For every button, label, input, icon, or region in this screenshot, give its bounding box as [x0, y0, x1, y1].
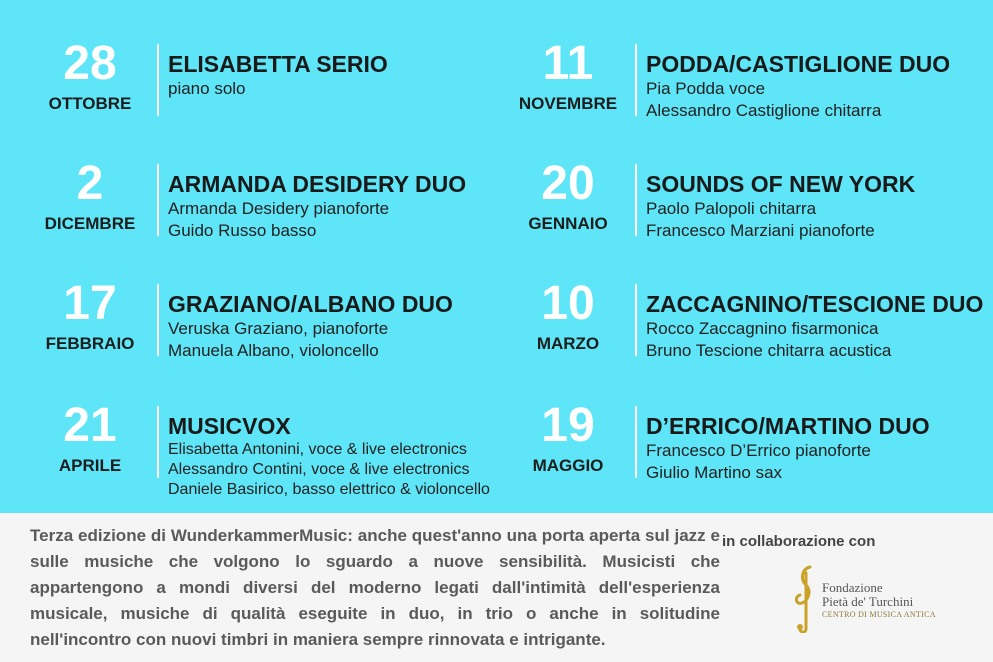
divider	[635, 44, 637, 116]
event-title: MUSICVOX	[168, 413, 291, 439]
event-performer: Alessandro Contini, voce & live electronics	[168, 461, 470, 478]
event-performer: Bruno Tescione chitarra acustica	[646, 341, 892, 360]
event-performer: Francesco Marziani pianoforte	[646, 221, 875, 240]
event-month: FEBBRAIO	[45, 334, 135, 353]
event-title: SOUNDS OF NEW YORK	[646, 171, 916, 197]
event-date	[30, 277, 150, 360]
event-info	[168, 50, 538, 100]
event-performer: Pia Podda voce	[646, 79, 766, 98]
event-day: 2	[76, 157, 104, 210]
event-date	[508, 37, 628, 120]
event-entry	[30, 399, 500, 502]
event-entry	[30, 157, 500, 260]
event-info	[168, 412, 538, 500]
event-date	[508, 277, 628, 360]
event-month: MARZO	[536, 334, 600, 353]
divider	[157, 406, 159, 478]
event-title: ELISABETTA SERIO	[168, 51, 388, 77]
description-text: Terza edizione di WunderkammerMusic: anche quest'anno una porta aperta sul jazz e sulle musiche che volgono lo sguardo a nuove sensibilità. Musicisti che appartengono a mondi diversi del moderno legati dall'intimità dell'esperienza musicale, musiche di qualità eseguite in duo, in trio o anche in solitudine nell'incontro con nuovi timbri in maniera sempre rinnovata e intrigante.	[30, 526, 720, 649]
partner-logo	[790, 563, 940, 633]
event-performer: Veruska Graziano, pianoforte	[168, 319, 389, 338]
event-performer: piano solo	[168, 79, 246, 98]
event-performer: Rocco Zaccagnino fisarmonica	[646, 319, 879, 338]
event-performer: Giulio Martino sax	[646, 463, 783, 482]
event-performer: Alessandro Castiglione chitarra	[646, 101, 882, 120]
event-day: 10	[541, 277, 595, 330]
event-date	[508, 157, 628, 240]
event-date	[30, 157, 150, 240]
event-performer: Francesco D’Errico pianoforte	[646, 441, 871, 460]
event-day: 17	[63, 277, 117, 330]
divider	[635, 406, 637, 478]
event-month: APRILE	[58, 456, 122, 475]
event-entry	[30, 37, 500, 140]
divider	[635, 164, 637, 236]
event-title: ARMANDA DESIDERY DUO	[168, 171, 467, 197]
divider	[635, 284, 637, 356]
event-day: 28	[63, 37, 117, 90]
event-month: MAGGIO	[532, 456, 604, 475]
collaboration-label: in collaborazione con	[722, 533, 876, 550]
event-entry	[508, 277, 984, 380]
divider	[157, 44, 159, 116]
event-info	[646, 412, 993, 484]
event-title: D’ERRICO/MARTINO DUO	[646, 413, 930, 439]
event-performer: Elisabetta Antonini, voce & live electronics	[168, 441, 467, 458]
logo-name-line2: Pietà de' Turchini	[822, 594, 914, 609]
divider	[157, 164, 159, 236]
event-entry	[508, 399, 978, 502]
event-date	[30, 399, 150, 482]
event-date	[30, 37, 150, 120]
event-month: NOVEMBRE	[518, 94, 618, 113]
event-date	[508, 399, 628, 482]
event-performer: Paolo Palopoli chitarra	[646, 199, 817, 218]
event-month: DICEMBRE	[44, 214, 136, 233]
event-info	[646, 170, 993, 242]
event-title: ZACCAGNINO/TESCIONE DUO	[646, 291, 984, 317]
event-entry	[508, 37, 978, 140]
event-performer: Daniele Basirico, basso elettrico & violoncello	[168, 481, 490, 498]
event-info	[168, 170, 538, 242]
event-day: 11	[542, 37, 594, 90]
event-title: GRAZIANO/ALBANO DUO	[168, 291, 453, 317]
event-entry	[30, 277, 500, 380]
logo-tagline: CENTRO DI MUSICA ANTICA	[822, 610, 936, 619]
event-info	[168, 290, 538, 362]
logo-text	[822, 581, 936, 620]
event-month: GENNAIO	[528, 214, 608, 233]
event-day: 20	[541, 157, 595, 210]
divider	[157, 284, 159, 356]
event-performer: Manuela Albano, violoncello	[168, 341, 379, 360]
event-info	[646, 290, 993, 362]
footer-panel	[0, 513, 993, 662]
event-month: OTTOBRE	[48, 94, 132, 113]
event-day: 21	[63, 399, 117, 452]
treble-clef-icon	[790, 563, 824, 633]
event-info	[646, 50, 993, 122]
logo-name-line1: Fondazione	[822, 580, 883, 595]
event-performer: Armanda Desidery pianoforte	[168, 199, 390, 218]
event-title: PODDA/CASTIGLIONE DUO	[646, 51, 951, 77]
event-day: 19	[541, 399, 595, 452]
event-performer: Guido Russo basso	[168, 221, 317, 240]
event-entry	[508, 157, 978, 260]
